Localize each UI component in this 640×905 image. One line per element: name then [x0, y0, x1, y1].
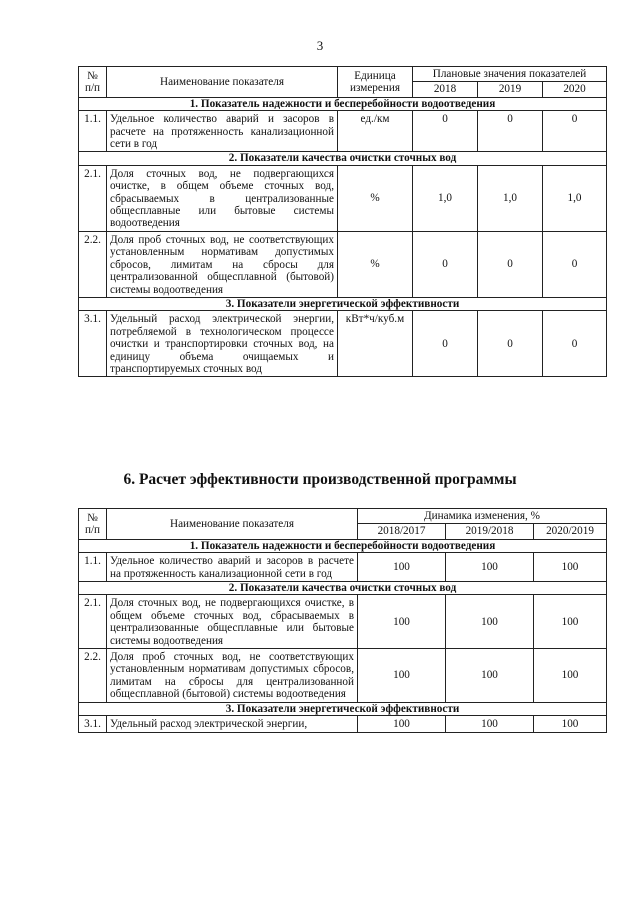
row-value: 100	[358, 649, 446, 703]
table-row	[79, 165, 607, 231]
row-value: 100	[358, 716, 446, 732]
row-value: 0	[478, 311, 543, 377]
header-dynamics: Динамика изменения, %	[358, 509, 607, 524]
row-value: 100	[534, 649, 607, 703]
row-name: Удельный расход электрической энергии, потребляемой в технологическом процессе очистки и транспортировки сточных вод, на единицу объема очищаемых и транспортируемых сточных вод	[107, 311, 338, 377]
row-value: 0	[478, 231, 543, 297]
row-num: 3.1.	[79, 716, 107, 732]
table-row	[79, 649, 607, 703]
header-year: 2019	[478, 82, 543, 97]
header-name: Наименование показателя	[107, 67, 338, 98]
row-value: 0	[413, 231, 478, 297]
planned-values-table	[78, 66, 607, 377]
row-num: 2.2.	[79, 231, 107, 297]
header-name: Наименование показателя	[107, 509, 358, 540]
row-unit: %	[338, 231, 413, 297]
row-value: 1,0	[478, 165, 543, 231]
row-value: 1,0	[543, 165, 607, 231]
row-name: Удельное количество аварий и засоров в расчете на протяженность канализационной сети в год	[107, 111, 338, 152]
header-num: № п/п	[79, 509, 107, 540]
row-unit: ед./км	[338, 111, 413, 152]
row-value: 0	[543, 231, 607, 297]
table-row	[79, 311, 607, 377]
row-value: 100	[446, 595, 534, 649]
row-num: 2.2.	[79, 649, 107, 703]
row-value: 0	[413, 111, 478, 152]
header-period: 2018/2017	[358, 524, 446, 539]
section-reliability: 1. Показатель надежности и бесперебойности водоотведения	[79, 97, 607, 110]
row-num: 3.1.	[79, 311, 107, 377]
row-value: 100	[446, 649, 534, 703]
row-name: Доля проб сточных вод, не соответствующих установленным нормативам допустимых сбросов, лимитам на сбросы для централизованной общесплавной (бытовой) системы водоотведения	[107, 231, 338, 297]
row-value: 1,0	[413, 165, 478, 231]
section-heading: 6. Расчет эффективности производственной программы	[123, 471, 517, 488]
row-unit: %	[338, 165, 413, 231]
row-value: 0	[543, 111, 607, 152]
row-unit: кВт*ч/куб.м	[338, 311, 413, 377]
row-name: Удельное количество аварий и засоров в расчете на протяженность канализационной сети в год	[107, 553, 358, 582]
section-quality: 2. Показатели качества очистки сточных вод	[79, 152, 607, 165]
row-name: Доля сточных вод, не подвергающихся очистке, в общем объеме сточных вод, сбрасываемых в централизованные общесплавные или бытовые системы водоотведения	[107, 595, 358, 649]
row-num: 1.1.	[79, 111, 107, 152]
page-number: 3	[316, 38, 324, 53]
table-row	[79, 111, 607, 152]
section-energy: 3. Показатели энергетической эффективности	[79, 297, 607, 310]
header-year: 2018	[413, 82, 478, 97]
table-row	[79, 595, 607, 649]
row-value: 100	[358, 595, 446, 649]
row-value: 0	[413, 311, 478, 377]
row-name: Доля сточных вод, не подвергающихся очистке, в общем объеме сточных вод, сбрасываемых в централизованные общесплавные или бытовые системы водоотведения	[107, 165, 338, 231]
row-value: 0	[543, 311, 607, 377]
header-period: 2020/2019	[534, 524, 607, 539]
row-name: Удельный расход электрической энергии,	[107, 716, 358, 732]
row-value: 100	[534, 716, 607, 732]
header-period: 2019/2018	[446, 524, 534, 539]
header-num: № п/п	[79, 67, 107, 98]
section-energy: 3. Показатели энергетической эффективности	[79, 702, 607, 715]
row-value: 100	[534, 595, 607, 649]
efficiency-table	[78, 508, 607, 733]
header-planned: Плановые значения показателей	[413, 67, 607, 82]
row-value: 100	[358, 553, 446, 582]
section-reliability: 1. Показатель надежности и бесперебойности водоотведения	[79, 539, 607, 552]
header-unit: Единица измерения	[338, 67, 413, 98]
row-value: 100	[446, 716, 534, 732]
row-value: 100	[534, 553, 607, 582]
header-year: 2020	[543, 82, 607, 97]
table-row	[79, 553, 607, 582]
table-row	[79, 716, 607, 732]
table-row	[79, 231, 607, 297]
row-name: Доля проб сточных вод, не соответствующих установленным нормативам допустимых сбросов, лимитам на сбросы для централизованной общесплавной (бытовой) системы водоотведения	[107, 649, 358, 703]
row-num: 2.1.	[79, 165, 107, 231]
row-num: 2.1.	[79, 595, 107, 649]
row-num: 1.1.	[79, 553, 107, 582]
section-quality: 2. Показатели качества очистки сточных вод	[79, 582, 607, 595]
row-value: 0	[478, 111, 543, 152]
row-value: 100	[446, 553, 534, 582]
